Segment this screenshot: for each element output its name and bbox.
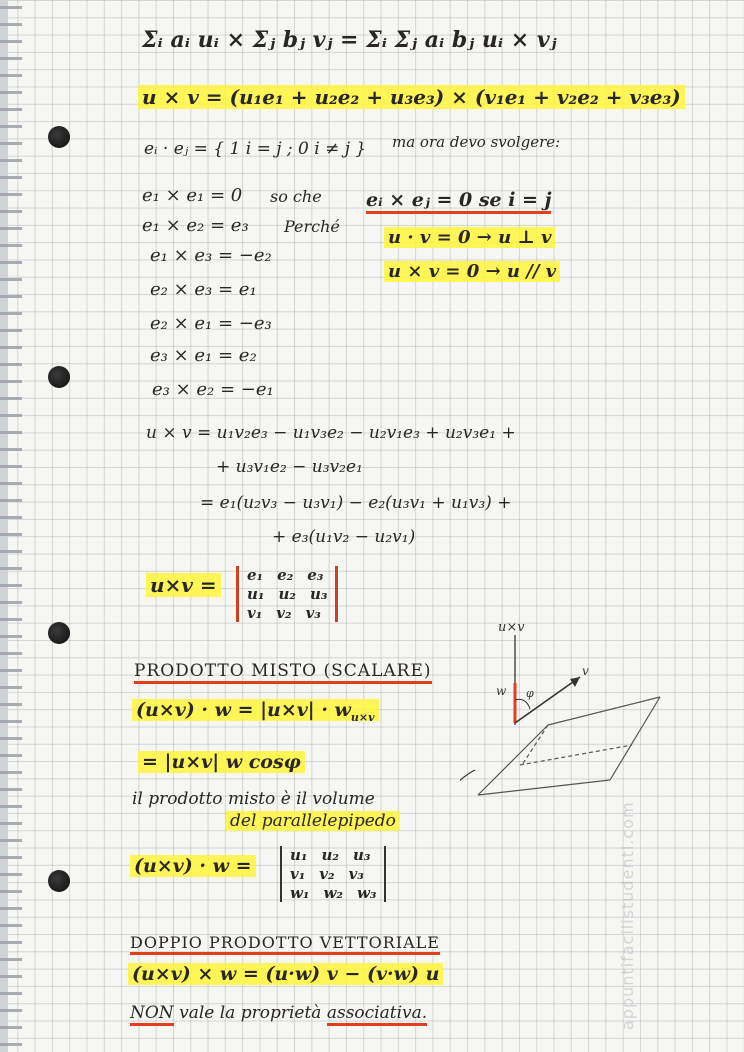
diagram-label-phi: φ	[526, 687, 534, 700]
diagram-label-uxv: u×v	[498, 620, 525, 635]
punch-hole	[48, 126, 70, 148]
spiral-binding	[0, 0, 22, 1052]
associativity-word: associativa.	[327, 1003, 427, 1026]
rule-same-index-text: eᵢ × eⱼ = 0 se i = j	[366, 189, 551, 214]
det1-row: v₁ v₂ v₃	[247, 603, 321, 622]
w-vector	[515, 677, 580, 723]
mixed-product-formula-text: $(u\times v) \cdot w = |u\times v| \cdot w_{u\times v}$	[132, 699, 379, 721]
associativity-non: NON	[130, 1003, 174, 1026]
volume-note-1: il prodotto misto è il volume	[132, 789, 375, 809]
e2xe1: e₂ × e₁ = −e₃	[150, 313, 272, 334]
note-so-che: so che	[270, 187, 322, 206]
watermark-text: appuntifacilistudenti.com	[618, 801, 637, 1030]
e1xe1: e₁ × e₁ = 0	[142, 185, 243, 206]
e1xe3: e₁ × e₃ = −e₂	[150, 245, 272, 266]
det1-lhs	[146, 574, 221, 596]
e3xe2: e₃ × e₂ = −e₁	[152, 379, 274, 400]
expansion-row-2: + u₃v₁e₂ − u₃v₂e₁	[216, 457, 363, 477]
det1-lhs-text: u×v =	[146, 573, 221, 597]
associativity-note	[130, 1004, 427, 1023]
det1-matrix	[236, 566, 338, 622]
det1-row: u₁ u₂ u₃	[247, 584, 328, 603]
punch-hole	[48, 366, 70, 388]
heading-doppio-prodotto	[130, 934, 440, 952]
triple-product-formula-text: (u×v) × w = (u·w) v − (v·w) u	[128, 963, 443, 985]
associativity-middle: vale la proprietà	[179, 1003, 322, 1023]
expansion-row-3: = e₁(u₂v₃ − u₃v₁) − e₂(u₃v₁ + u₁v₃) +	[200, 493, 512, 513]
rule-parallel	[384, 262, 560, 282]
kronecker-definition: eᵢ · eⱼ = { 1 i = j ; 0 i ≠ j }	[144, 139, 367, 159]
rule-orthogonal	[384, 228, 555, 248]
heading-doppio-prodotto-text: DOPPIO PRODOTTO VETTORIALE	[130, 933, 440, 955]
diagram-label-w: w	[496, 684, 507, 698]
mixed-product-cos-text: = |u×v| w cosφ	[138, 751, 305, 773]
det2-lhs-text: (u×v) · w =	[130, 855, 256, 877]
phi-arc	[515, 699, 530, 709]
punch-hole	[48, 870, 70, 892]
diagram-label-v: v	[582, 664, 589, 678]
det1-row: e₁ e₂ e₃	[247, 566, 324, 584]
rule-parallel-text: u × v = 0 → u // v	[384, 261, 560, 282]
triple-product-formula	[128, 964, 443, 985]
rule-same-index	[366, 190, 551, 211]
det2-row: v₁ v₂ v₃	[290, 864, 364, 883]
det2-matrix	[280, 846, 386, 902]
w-arrowhead	[570, 677, 580, 687]
det2-row: u₁ u₂ u₃	[290, 846, 371, 864]
volume-note-2-text: del parallelepipedo	[226, 811, 400, 831]
heading-prodotto-misto-text: PRODOTTO MISTO (SCALARE)	[134, 661, 432, 684]
rule-orthogonal-text: u · v = 0 → u ⊥ v	[384, 227, 555, 248]
sum-expansion: Σᵢ aᵢ uᵢ × Σⱼ bⱼ vⱼ = Σᵢ Σⱼ aᵢ bⱼ uᵢ × vⱼ	[142, 27, 557, 53]
det2-lhs	[130, 856, 256, 877]
e2xe3: e₂ × e₃ = e₁	[150, 279, 257, 300]
volume-note-2	[226, 812, 400, 831]
det2-row: w₁ w₂ w₃	[290, 883, 377, 902]
expansion-row-1: u × v = u₁v₂e₃ − u₁v₃e₂ − u₂v₁e₃ + u₂v₃e₁ +	[146, 423, 516, 443]
note-svolgere: ma ora devo svolgere:	[392, 133, 561, 151]
e3xe1: e₃ × e₁ = e₂	[150, 345, 257, 366]
note-perche: Perché	[284, 217, 340, 236]
pointer-arrow	[460, 770, 475, 785]
parallelepiped-diagram	[460, 605, 670, 805]
mixed-product-cos	[138, 752, 305, 773]
expansion-row-4: + e₃(u₁v₂ − u₂v₁)	[272, 527, 416, 547]
punch-hole	[48, 622, 70, 644]
cross-product-expansion	[138, 86, 685, 108]
heading-prodotto-misto	[134, 662, 432, 681]
cross-product-formula: u × v = (u₁e₁ + u₂e₂ + u₃e₃) × (v₁e₁ + v₂e₂ + v₃e₃)	[138, 85, 685, 109]
e1xe2: e₁ × e₂ = e₃	[142, 215, 249, 236]
mixed-product-formula	[132, 700, 379, 724]
